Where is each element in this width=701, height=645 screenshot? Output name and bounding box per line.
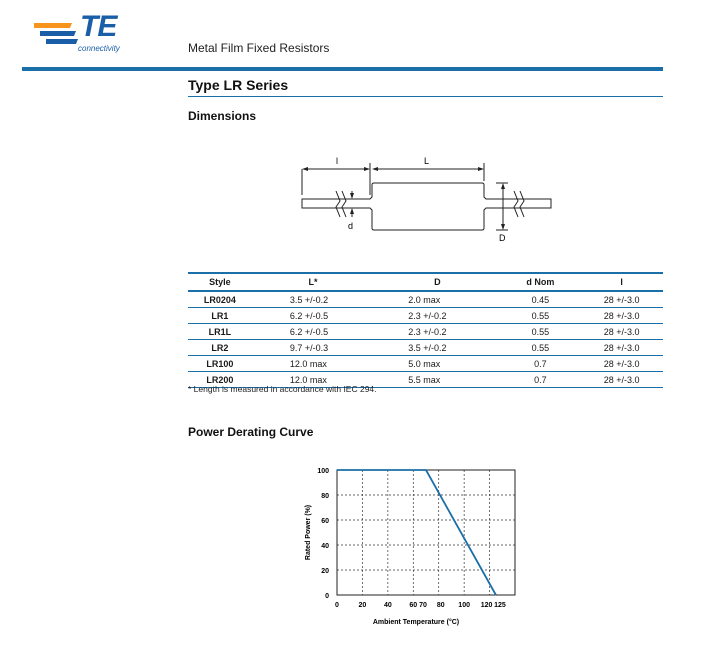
cell-lead-length: 28 +/-3.0	[603, 326, 640, 337]
cell-lead-length: 28 +/-3.0	[603, 342, 640, 353]
logo-subtitle: connectivity	[78, 44, 120, 53]
cell-length: 12.0 max	[289, 358, 327, 369]
derating-heading: Power Derating Curve	[188, 425, 314, 439]
resistor-dimension-diagram	[296, 155, 558, 250]
cell-diameter: 5.0 max	[408, 358, 441, 369]
cell-length: 9.7 +/-0.3	[289, 342, 329, 353]
page-title: Type LR Series	[188, 77, 289, 93]
cell-d-nom: 0.7	[534, 358, 547, 369]
x-tick-label: 80	[436, 602, 445, 609]
col-header-length: L*	[308, 277, 318, 287]
y-tick-label: 60	[321, 518, 329, 525]
y-tick-label: 20	[321, 568, 329, 575]
cell-diameter: 3.5 +/-0.2	[408, 342, 447, 353]
cell-style: LR0204	[203, 294, 236, 305]
cell-style: LR2	[211, 342, 229, 353]
x-axis-label: Ambient Temperature (°C)	[372, 619, 460, 626]
dim-label-d: d	[348, 221, 354, 231]
cell-length: 6.2 +/-0.5	[289, 326, 329, 337]
cell-lead-length: 28 +/-3.0	[603, 310, 640, 321]
y-tick-label: 40	[321, 543, 329, 550]
y-tick-label: 100	[317, 468, 329, 475]
dimensions-heading: Dimensions	[188, 109, 257, 123]
table-row	[188, 291, 663, 308]
x-tick-label: 20	[358, 602, 367, 609]
cell-diameter: 2.3 +/-0.2	[408, 326, 447, 337]
header-title: Metal Film Fixed Resistors	[188, 41, 330, 55]
cell-diameter: 2.0 max	[408, 294, 441, 305]
cell-length: 3.5 +/-0.2	[289, 294, 329, 305]
x-tick-label: 0	[335, 602, 339, 609]
cell-style: LR1L	[208, 326, 232, 337]
cell-lead-length: 28 +/-3.0	[603, 374, 640, 385]
cell-diameter: 2.3 +/-0.2	[408, 310, 447, 321]
x-tick-label: 70	[419, 602, 427, 609]
cell-length: 12.0 max	[289, 374, 327, 385]
x-tick-label: 125	[494, 602, 506, 609]
logo-text: TE	[80, 10, 117, 43]
title-divider	[188, 96, 663, 97]
table-row	[188, 340, 663, 356]
dim-label-L: L	[424, 156, 430, 166]
table-header-row	[188, 273, 663, 291]
cell-style: LR100	[206, 358, 234, 369]
dim-label-l: l	[336, 156, 338, 166]
col-header-diameter: D	[434, 277, 441, 287]
y-tick-label: 0	[325, 593, 329, 600]
table-footnote: * Length is measured in accordance with IEC 294.	[188, 384, 377, 394]
col-header-d-nom: d Nom	[526, 277, 555, 287]
cell-lead-length: 28 +/-3.0	[603, 358, 640, 369]
cell-d-nom: 0.55	[531, 310, 550, 321]
x-tick-label: 100	[458, 602, 470, 609]
dimensions-table	[188, 272, 663, 388]
y-tick-label: 80	[321, 493, 329, 500]
table-row	[188, 356, 663, 372]
header-divider	[22, 67, 663, 71]
cell-lead-length: 28 +/-3.0	[603, 294, 640, 305]
derating-curve-line	[337, 470, 496, 595]
table-row	[188, 324, 663, 340]
cell-diameter: 5.5 max	[408, 374, 441, 385]
table-row	[188, 308, 663, 324]
cell-d-nom: 0.55	[531, 326, 550, 337]
dim-label-D: D	[499, 233, 506, 243]
cell-d-nom: 0.55	[531, 342, 550, 353]
cell-d-nom: 0.7	[534, 374, 547, 385]
x-tick-label: 120	[480, 602, 493, 609]
col-header-style: Style	[209, 277, 231, 287]
plot-frame	[337, 470, 515, 595]
y-axis-label: Rated Power (%)	[305, 504, 312, 561]
x-tick-label: 40	[383, 602, 392, 609]
cell-d-nom: 0.45	[531, 294, 550, 305]
power-derating-chart	[300, 460, 530, 630]
cell-style: LR1	[211, 310, 229, 321]
cell-length: 6.2 +/-0.5	[289, 310, 329, 321]
col-header-lead-length: l	[620, 277, 623, 287]
x-tick-label: 60	[409, 602, 418, 609]
cell-style: LR200	[206, 374, 234, 385]
